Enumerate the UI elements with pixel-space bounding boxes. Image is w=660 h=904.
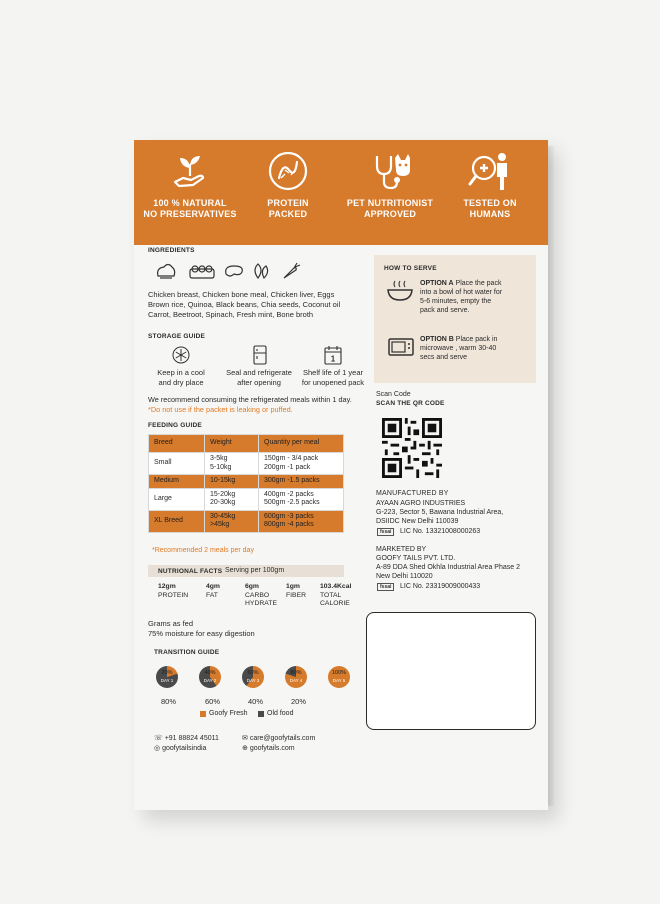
- mkt-addr1: A-89 DDA Shed Okhla Industrial Area Phase 2: [376, 564, 520, 571]
- option-a-label: OPTION A: [420, 280, 454, 287]
- microwave-icon: [388, 338, 414, 356]
- table-header-cell: Quantity per meal: [259, 435, 344, 453]
- day-label: DAY 3: [246, 678, 260, 683]
- banner-text-line2: APPROVED: [363, 209, 417, 219]
- spinach-icon: [255, 264, 268, 278]
- old-percent-day4: 20%: [291, 697, 307, 706]
- day-label: DAY 5: [332, 678, 346, 683]
- fresh-percent: 20%: [161, 670, 173, 676]
- legend-fresh-swatch: [200, 711, 206, 717]
- nutrition-item-protein: [158, 583, 188, 600]
- table-cell: [205, 510, 259, 532]
- protein-icon: [265, 148, 311, 194]
- table-cell: 300gm -1.5 packs: [259, 475, 344, 489]
- grams-note: Grams as fed: [148, 619, 194, 628]
- fssai-logo: fssai: [377, 528, 394, 536]
- contact-phone: [154, 734, 219, 744]
- cell-line: 15-20kg: [210, 490, 236, 498]
- nutrition-label: FAT: [206, 591, 218, 599]
- cell-line: 800gm -4 packs: [264, 521, 314, 528]
- banner-text-line2: HUMANS: [469, 209, 511, 219]
- banner-item-vet: [340, 148, 440, 220]
- mkt-addr2: New Delhi 110020: [376, 573, 433, 580]
- storage-text: Keep in a cool: [157, 368, 205, 377]
- old-percent-day2: 60%: [205, 697, 221, 706]
- banner-text-line1: PROTEIN: [267, 198, 309, 208]
- table-row: [149, 475, 344, 489]
- banner-text-line2: NO PRESERVATIVES: [143, 209, 237, 219]
- banner-item-protein: [238, 148, 338, 220]
- scan-code-label: Scan Code: [376, 391, 411, 398]
- day-label: DAY 2: [203, 678, 217, 683]
- nutrition-title: NUTRIONAL FACTS: [158, 568, 223, 575]
- legend-fresh: Goofy Fresh: [209, 710, 248, 717]
- fridge-icon: [252, 345, 268, 365]
- qr-code[interactable]: [382, 418, 442, 478]
- moisture-note: 75% moisture for easy digestion: [148, 629, 255, 638]
- mfg-addr2: DSIIDC New Delhi 110039: [376, 518, 459, 525]
- table-row: [149, 488, 344, 510]
- mkt-lic: LIC No. 23319009000433: [400, 583, 481, 590]
- human-test-icon: [467, 148, 513, 194]
- cell-line: 600gm -3 packs: [264, 512, 314, 520]
- storage-item-cool: [144, 368, 218, 387]
- instagram-icon: ◎: [154, 745, 163, 752]
- mfg-name: AYAAN AGRO INDUSTRIES: [376, 500, 466, 507]
- nutrition-item-fat: [206, 583, 220, 600]
- calendar-icon: [324, 345, 342, 365]
- transition-circle-day5: [328, 666, 350, 688]
- mkt-label: MARKETED BY: [376, 546, 427, 553]
- cell-line: 500gm -2.5 packs: [264, 499, 320, 506]
- table-cell: Medium: [149, 475, 205, 489]
- storage-item-refrigerate: [222, 368, 296, 387]
- storage-text: Shelf life of 1 year: [302, 368, 364, 377]
- legend-old-swatch: [258, 711, 264, 717]
- eggs-icon: [190, 266, 214, 278]
- option-b-line2: microwave , warm 30-40: [420, 345, 497, 352]
- table-cell: Small: [149, 453, 205, 475]
- product-box-back: [134, 140, 548, 810]
- nutrition-value: 1gm: [286, 583, 300, 590]
- ingredients-title: INGREDIENTS: [148, 247, 195, 254]
- option-b-text: Place pack in: [455, 336, 498, 343]
- table-cell: [259, 453, 344, 475]
- transition-title: TRANSITION GUIDE: [154, 649, 220, 656]
- option-a-line4: pack and serve.: [420, 307, 470, 314]
- option-a-line1: [420, 279, 501, 288]
- product-window: [366, 612, 536, 730]
- contact-instagram: [154, 744, 206, 754]
- banner-item-tested: [440, 148, 540, 220]
- feeding-note: *Recommended 2 meals per day: [152, 547, 254, 554]
- feeding-title: FEEDING GUIDE: [148, 422, 202, 429]
- email-text: care@goofytails.com: [249, 735, 316, 742]
- table-cell: Large: [149, 488, 205, 510]
- table-row: [149, 510, 344, 532]
- vet-icon: [367, 148, 413, 194]
- nutrition-label: FIBER: [286, 591, 307, 599]
- old-percent-day1: 80%: [161, 697, 177, 706]
- cell-line: 30-45kg: [210, 512, 236, 520]
- transition-circle-day1: [156, 666, 178, 688]
- cell-line: 200gm -1 pack: [264, 463, 311, 471]
- option-a-line3: 5-6 minutes, empty the: [420, 298, 492, 305]
- banner-item-natural: [140, 148, 240, 220]
- nutrition-label: CARBO: [245, 591, 270, 599]
- nutrition-value: 4gm: [206, 583, 220, 590]
- table-cell: [205, 488, 259, 510]
- instagram-text: goofytailsindia: [162, 745, 207, 752]
- nutrition-item-fiber: [286, 583, 306, 600]
- nutrition-label: HYDRATE: [245, 600, 277, 607]
- globe-icon: ⊕: [242, 745, 250, 752]
- ingredients-line3: Carrot, Beetroot, Spinach, Fresh mint, Bone broth: [148, 310, 314, 319]
- nutrition-value: 103.4Kcal: [320, 583, 352, 590]
- feature-banner: [134, 140, 548, 245]
- fresh-percent: 80%: [290, 670, 302, 676]
- banner-text-line1: TESTED ON: [463, 198, 517, 208]
- storage-recommend: We recommend consuming the refrigerated meals within 1 day.: [148, 395, 352, 404]
- nutrition-serving: Serving per 100gm: [225, 567, 285, 574]
- cell-line: 150gm - 3/4 pack: [264, 455, 319, 462]
- option-b-label: OPTION B: [420, 336, 454, 343]
- how-to-serve-panel: [374, 255, 536, 383]
- phone-icon: ☏: [154, 735, 165, 742]
- storage-item-shelf: [296, 368, 370, 387]
- banner-text-line2: PACKED: [268, 209, 308, 219]
- cell-line: 20-30kg: [210, 499, 236, 506]
- storage-text: Seal and refrigerate: [226, 368, 292, 377]
- option-b-line3: secs and serve: [420, 354, 468, 361]
- transition-circle-day2: [199, 666, 221, 688]
- option-a-text: Place the pack: [455, 280, 502, 287]
- fresh-percent: 60%: [247, 670, 259, 676]
- storage-text: and dry place: [158, 377, 204, 387]
- banner-text-line1: PET NUTRITIONIST: [346, 198, 434, 208]
- serve-title: HOW TO SERVE: [384, 265, 437, 272]
- table-header-cell: Breed: [149, 435, 205, 453]
- mfg-label: MANUFACTURED BY: [376, 490, 449, 497]
- fresh-percent: 100%: [331, 670, 347, 676]
- storage-warning: *Do not use if the packet is leaking or puffed.: [148, 405, 293, 414]
- nutrition-label: CALORIE: [320, 600, 350, 607]
- nutrition-value: 6gm: [245, 583, 259, 590]
- old-percent-day3: 40%: [248, 697, 264, 706]
- nutrition-value: 12gm: [158, 583, 176, 590]
- storage-text: for unopened pack: [301, 377, 365, 387]
- storage-text: after opening: [237, 377, 281, 387]
- banner-text-line1: 100 % NATURAL: [153, 198, 227, 208]
- snowflake-icon: [172, 346, 190, 364]
- fssai-logo: fssai: [377, 583, 394, 591]
- table-cell: XL Breed: [149, 510, 205, 532]
- contact-email: [242, 734, 315, 744]
- feeding-table: [148, 434, 344, 533]
- hand-plant-icon: [167, 148, 213, 194]
- legend-old: Old food: [267, 710, 294, 717]
- storage-title: STORAGE GUIDE: [148, 333, 206, 340]
- chicken-icon: [158, 265, 175, 279]
- cell-line: 3-5kg: [210, 455, 228, 462]
- ingredient-icons: [154, 260, 314, 282]
- transition-circle-day4: [285, 666, 307, 688]
- nutrition-item-calorie: [320, 583, 351, 609]
- cell-line: 400gm -2 packs: [264, 490, 314, 498]
- table-cell: [259, 510, 344, 532]
- table-cell: 10-15kg: [205, 475, 259, 489]
- mfg-lic: LIC No. 13321008000263: [400, 528, 481, 535]
- option-a-line2: into a bowl of hot water for: [420, 289, 503, 296]
- table-cell: [259, 488, 344, 510]
- contact-web: [242, 744, 295, 754]
- ingredients-line1: Chicken breast, Chicken bone meal, Chicken liver, Eggs: [148, 290, 335, 299]
- bowl-icon: [386, 280, 414, 302]
- cell-line: >45kg: [210, 521, 230, 528]
- carrot-icon: [284, 263, 300, 278]
- table-header-row: [149, 435, 344, 453]
- liver-icon: [226, 266, 243, 276]
- table-header-cell: Weight: [205, 435, 259, 453]
- table-row: [149, 453, 344, 475]
- nutrition-label: PROTEIN: [158, 591, 189, 599]
- table-cell: [205, 453, 259, 475]
- mkt-name: GOOFY TAILS PVT. LTD.: [376, 555, 456, 562]
- day-label: DAY 4: [289, 678, 303, 683]
- cell-line: 5-10kg: [210, 463, 232, 471]
- calendar-number: 1: [330, 354, 336, 364]
- day-label: DAY 1: [160, 678, 174, 683]
- nutrition-label: TOTAL: [320, 591, 342, 599]
- fresh-percent: 40%: [204, 670, 216, 676]
- transition-circle-day3: [242, 666, 264, 688]
- phone-text: +91 88824 45011: [164, 735, 219, 742]
- nutrition-item-carbs: [245, 583, 277, 609]
- mfg-addr1: G-223, Sector 5, Bawana Industrial Area,: [376, 509, 504, 516]
- web-text: goofytails.com: [249, 745, 295, 752]
- scan-qr-title: SCAN THE QR CODE: [376, 400, 445, 407]
- ingredients-line2: Brown rice, Quinoa, Black beans, Chia seeds, Coconut oil: [148, 300, 341, 309]
- email-icon: ✉: [242, 735, 250, 742]
